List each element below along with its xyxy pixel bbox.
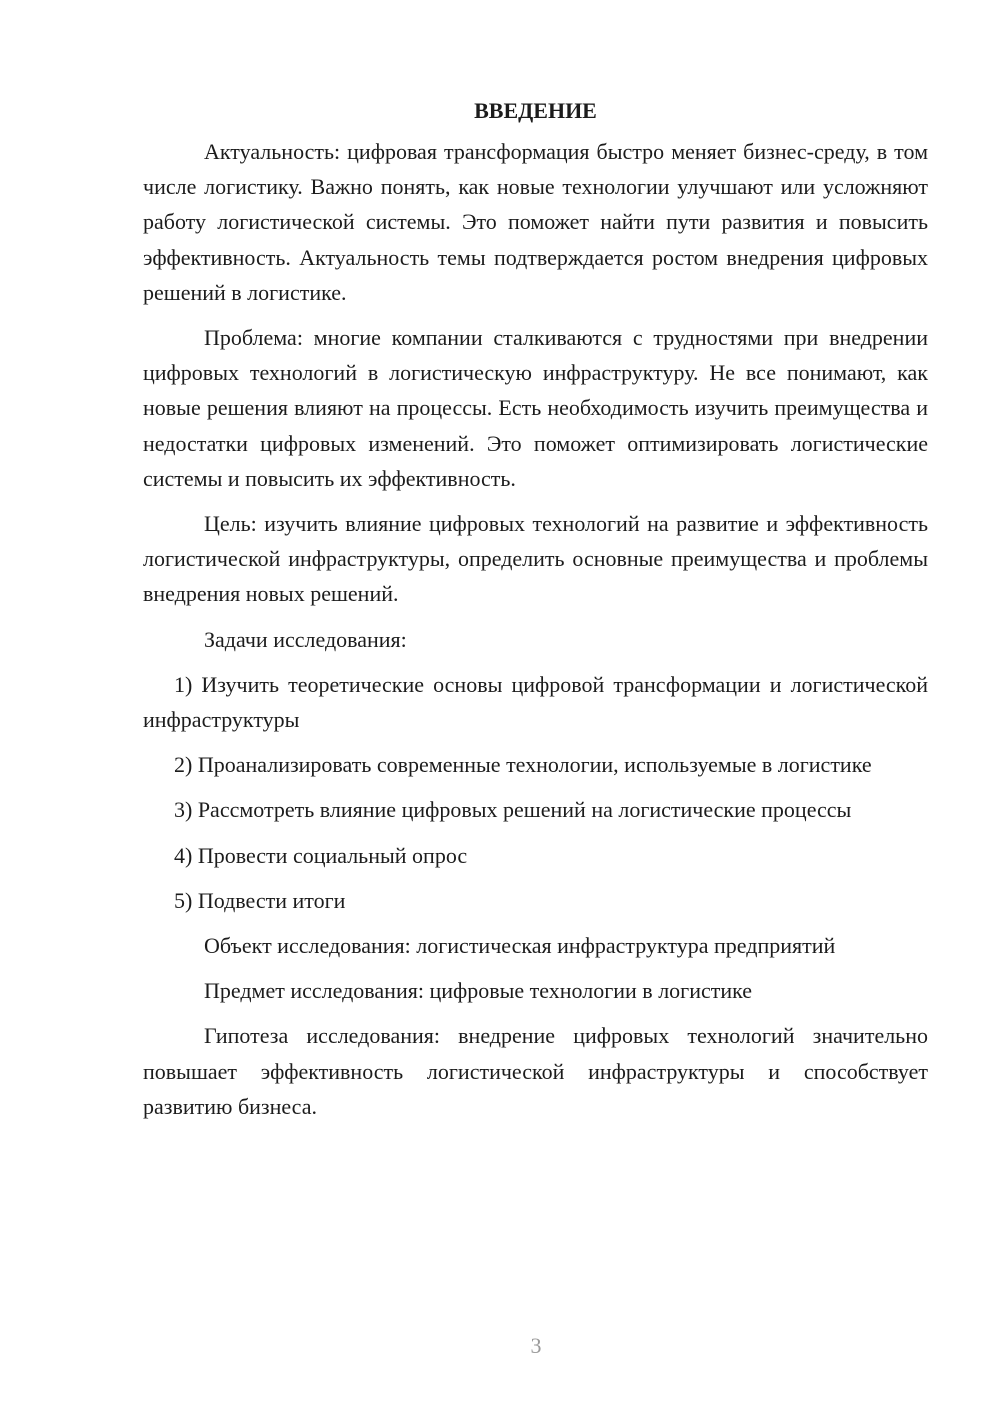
task-item: 1) Изучить теоретические основы цифровой трансформации и логистической инфраструктуры [143, 671, 928, 733]
page-number: 3 [530, 1333, 542, 1358]
research-subject-paragraph: Предмет исследования: цифровые технологии в логистике [204, 978, 753, 1004]
research-object-paragraph: Объект исследования: логистическая инфраструктура предприятий [204, 933, 836, 959]
page-title: ВВЕДЕНИЕ [474, 98, 597, 123]
hypothesis-paragraph: Гипотеза исследования: внедрение цифровых технологий значительно повышает эффективность логистической инфраструктуры и способствует развитию бизнеса. [143, 1023, 928, 1119]
relevance-paragraph: Актуальность: цифровая трансформация быстро меняет бизнес-среду, в том числе логистику. Важно понять, как новые технологии улучшают или усложняют работу логистической системы. Это поможет найти пути развития и повысить эффективность. Актуальность темы подтверждается ростом внедрения цифровых решений в логистике. [143, 139, 928, 305]
problem-paragraph: Проблема: многие компании сталкиваются с трудностями при внедрении цифровых технологий в логистическую инфраструктуру. Не все понимают, как новые решения влияют на процессы. Есть необходимость изучить преимущества и недостатки цифровых изменений. Это поможет оптимизировать логистические системы и повысить их эффективность. [143, 325, 928, 491]
task-item: 2) Проанализировать современные технологии, используемые в логистике [174, 752, 872, 778]
page-content [143, 96, 928, 1134]
tasks-heading: Задачи исследования: [204, 626, 407, 652]
task-item: 3) Рассмотреть влияние цифровых решений на логистические процессы [174, 797, 852, 823]
task-item: 5) Подвести итоги [174, 887, 346, 913]
task-item: 4) Провести социальный опрос [174, 842, 468, 868]
goal-paragraph: Цель: изучить влияние цифровых технологий на развитие и эффективность логистической инфраструктуры, определить основные преимущества и проблемы внедрения новых решений. [143, 511, 928, 607]
